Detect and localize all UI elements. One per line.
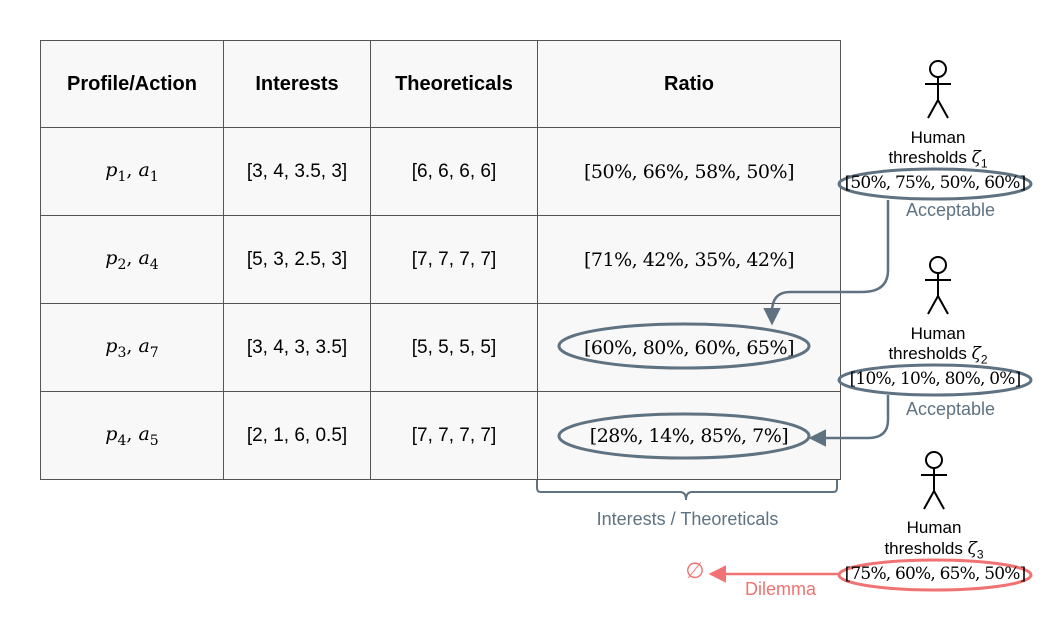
header-interests: Interests	[224, 41, 371, 128]
interests-cell: [3, 4, 3.5, 3]	[224, 128, 371, 216]
outcome-acceptable-2: Acceptable	[905, 399, 996, 419]
interests-cell: [3, 4, 3, 3.5]	[224, 304, 371, 392]
ratio-cell: [28%, 14%, 85%, 7%]	[538, 392, 841, 480]
thresholds-label-3: thresholds $\zeta_3$	[884, 539, 984, 562]
thresholds-label-2: thresholds $\zeta_2$	[888, 344, 988, 367]
outcome-dilemma: Dilemma	[744, 579, 816, 599]
ratio-cell: [50%, 66%, 58%, 50%]	[538, 128, 841, 216]
theoreticals-cell: [6, 6, 6, 6]	[371, 128, 538, 216]
highlight-ratio-row4	[559, 414, 809, 458]
threshold-values-3: [75%, 60%, 65%, 50%]	[844, 564, 1026, 584]
human-figure-icon	[921, 452, 947, 509]
theoreticals-cell: [5, 5, 5, 5]	[371, 304, 538, 392]
theoreticals-cell: [7, 7, 7, 7]	[371, 392, 538, 480]
ratio-cell: [71%, 42%, 35%, 42%]	[538, 216, 841, 304]
profile-action-cell: $p_1$, $a_1$	[41, 128, 224, 216]
human-figure-icon	[925, 257, 951, 314]
ratio-brace	[537, 480, 837, 500]
profile-action-cell: $p_3$, $a_7$	[41, 304, 224, 392]
profile-action-cell: $p_4$, $a_5$	[41, 392, 224, 480]
brace-label: Interests / Theoreticals	[596, 509, 779, 529]
interests-cell: [5, 3, 2.5, 3]	[224, 216, 371, 304]
human-figure-icon	[925, 61, 951, 118]
thresholds-label-1: thresholds $\zeta_1$	[888, 148, 988, 171]
threshold-values-1: [50%, 75%, 50%, 60%]	[844, 173, 1026, 193]
profile-action-cell: $p_2$, $a_4$	[41, 216, 224, 304]
human-label-1: Human	[910, 128, 966, 147]
acceptable-arrow-2	[812, 395, 888, 438]
outcome-acceptable-1: Acceptable	[905, 200, 996, 220]
acceptable-arrow-1	[772, 200, 888, 322]
interests-cell: [2, 1, 6, 0.5]	[224, 392, 371, 480]
highlight-ratio-row3	[559, 324, 809, 368]
human-label-3: Human	[906, 518, 962, 537]
theoreticals-cell: [7, 7, 7, 7]	[371, 216, 538, 304]
threshold-values-2: [10%, 10%, 80%, 0%]	[849, 369, 1021, 389]
ratio-cell: [60%, 80%, 60%, 65%]	[538, 304, 841, 392]
header-ratio: Ratio	[538, 41, 841, 128]
human-label-2: Human	[910, 324, 966, 343]
header-theoreticals: Theoreticals	[371, 41, 538, 128]
header-profile-action: Profile/Action	[41, 41, 224, 128]
empty-set-symbol: ∅	[685, 559, 705, 584]
